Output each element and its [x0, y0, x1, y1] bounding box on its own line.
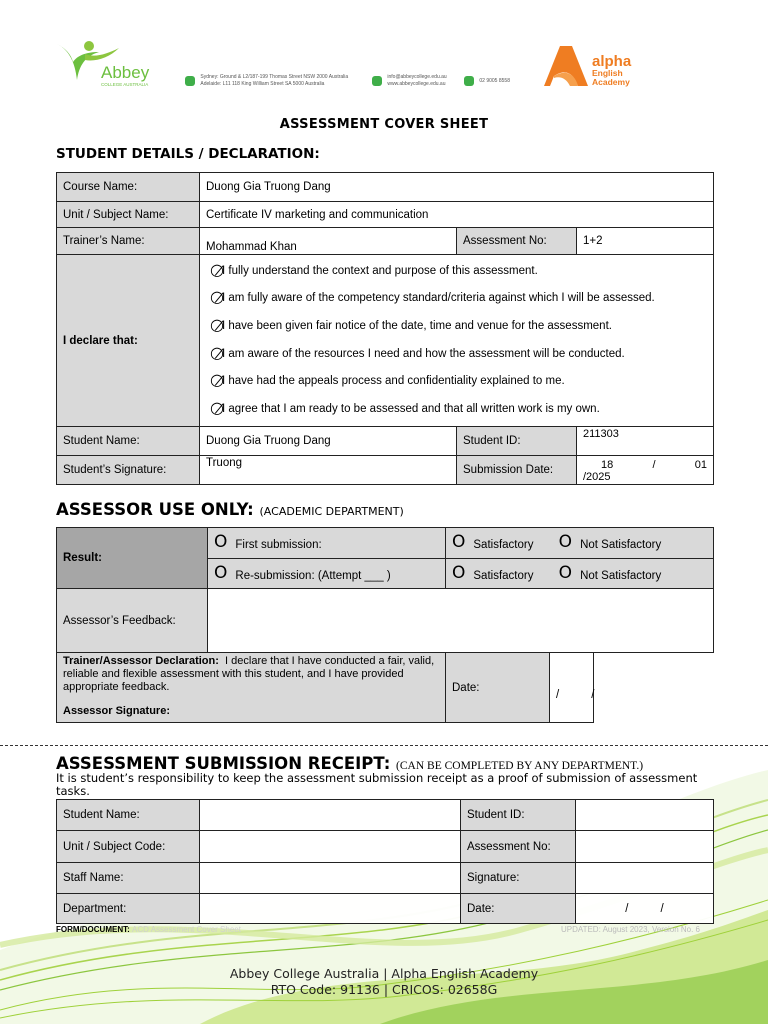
assessment-no-field[interactable]: 1+2	[577, 228, 714, 255]
declaration-item[interactable]: ○̷ I fully understand the context and purpose of this assessment.	[210, 259, 538, 279]
checked-circle-icon: ○̷	[210, 342, 224, 362]
footer-codes: RTO Code: 91136 | CRICOS: 02658G	[270, 982, 498, 997]
checked-circle-icon: ○̷	[210, 370, 224, 390]
assessment-no-label: Assessment No:	[457, 228, 577, 255]
student-signature-label: Student’s Signature:	[57, 456, 200, 485]
receipt-row	[57, 863, 714, 894]
receipt-date-field[interactable]: / /	[576, 894, 714, 924]
assessor-signature-label: Assessor Signature:	[63, 705, 170, 717]
student-signature-field[interactable]: Truong	[200, 456, 457, 485]
phone-block	[464, 76, 510, 86]
web-icon	[372, 76, 382, 86]
svg-text:Abbey: Abbey	[101, 63, 150, 82]
location-icon	[185, 76, 195, 86]
submission-day: 18	[601, 459, 614, 471]
unit-field[interactable]: Certificate IV marketing and communication	[200, 202, 714, 228]
checked-circle-icon: ○̷	[210, 287, 224, 307]
footer-institution: Abbey College Australia | Alpha English Academy	[229, 966, 539, 981]
alpha-english-academy-logo	[540, 42, 650, 92]
receipt-staff-name-field[interactable]	[200, 863, 461, 894]
email-text: info@abbeycollege.edu.au	[387, 74, 447, 80]
receipt-unit-code-label: Unit / Subject Code:	[57, 831, 200, 863]
receipt-row	[57, 800, 714, 831]
document-title: ASSESSMENT COVER SHEET	[279, 117, 489, 132]
receipt-student-id-label: Student ID:	[461, 800, 576, 831]
form-document-label: FORM/DOCUMENT: ACD Assessment Cover Sheet	[56, 925, 241, 934]
receipt-signature-label: Signature:	[461, 863, 576, 894]
declaration-cell	[200, 255, 714, 427]
website-text: www.abbeycollege.edu.au	[387, 81, 446, 87]
result-row-1	[57, 528, 714, 559]
svg-text:English: English	[592, 68, 623, 78]
receipt-unit-code-field[interactable]	[200, 831, 461, 863]
receipt-department-label: Department:	[57, 894, 200, 924]
receipt-table	[56, 799, 714, 924]
assessor-date-field[interactable]: / /	[550, 653, 594, 723]
receipt-department-field[interactable]	[200, 894, 461, 924]
assessor-declaration-cell	[57, 653, 446, 723]
student-name-field[interactable]: Duong Gia Truong Dang	[200, 427, 457, 456]
submission-month: 01	[694, 459, 707, 471]
checked-circle-icon: ○̷	[210, 397, 224, 417]
web-block	[372, 74, 447, 88]
assessor-date-label: Date:	[446, 653, 550, 723]
receipt-row	[57, 894, 714, 924]
declaration-list	[200, 258, 713, 424]
signature-row	[57, 456, 714, 485]
trainer-label: Trainer’s Name:	[57, 228, 200, 255]
trainer-field[interactable]: Mohammad Khan	[200, 228, 457, 255]
declaration-item[interactable]: ○̷ I agree that I am ready to be assessed and that all written work is my own.	[210, 397, 600, 417]
address-line-1: Sydney: Ground & L2/187-199 Thomas Street NSW 2000 Australia	[200, 74, 349, 80]
declaration-item[interactable]: ○̷ I am aware of the resources I need and how the assessment will be conducted.	[210, 342, 625, 362]
assessor-heading-sub: (ACADEMIC DEPARTMENT)	[259, 505, 404, 518]
svg-text:Academy: Academy	[592, 77, 630, 87]
assessor-declaration-row	[57, 653, 714, 723]
declaration-text: I declare that I have conducted a fair, valid, reliable and flexible assessment with this student, and I have provided appropriate feedback.	[63, 655, 435, 693]
declaration-item[interactable]: ○̷ I have been given fair notice of the date, time and venue for the assessment.	[210, 314, 612, 334]
checked-circle-icon: ○̷	[210, 314, 224, 334]
form-document-value: ACD Assessment Cover Sheet	[132, 925, 241, 934]
receipt-student-name-field[interactable]	[200, 800, 461, 831]
resubmission-result-cell: O Satisfactory O Not Satisfactory	[446, 559, 714, 589]
unit-row	[57, 202, 714, 228]
declare-label: I declare that:	[57, 255, 200, 427]
student-details-table	[56, 172, 714, 485]
submission-date-field[interactable]	[577, 456, 714, 485]
address-line-2: Adelaide: L11 118 King William Street SA 5000 Australia	[200, 81, 325, 87]
svg-text:alpha: alpha	[592, 53, 632, 70]
svg-text:COLLEGE AUSTRALIA: COLLEGE AUSTRALIA	[101, 82, 149, 87]
receipt-assessment-no-field[interactable]	[576, 831, 714, 863]
receipt-assessment-no-label: Assessment No:	[461, 831, 576, 863]
date-separator: /	[652, 459, 656, 471]
receipt-staff-name-label: Staff Name:	[57, 863, 200, 894]
feedback-field[interactable]	[208, 589, 714, 653]
first-submission-cell[interactable]: O First submission:	[208, 528, 446, 559]
assessor-table	[56, 527, 714, 723]
receipt-note: It is student’s responsibility to keep the assessment submission receipt as a proof of submission of assessment tasks.	[56, 771, 698, 798]
student-details-heading: STUDENT DETAILS / DECLARATION:	[56, 146, 320, 162]
feedback-row	[57, 589, 714, 653]
first-result-cell: O Satisfactory O Not Satisfactory	[446, 528, 714, 559]
receipt-date-label: Date:	[461, 894, 576, 924]
radio-circle-icon[interactable]: O	[558, 562, 573, 583]
declaration-row	[57, 255, 714, 427]
radio-circle-icon[interactable]: O	[452, 562, 466, 583]
declaration-item[interactable]: ○̷ I am fully aware of the competency standard/criteria against which I will be assessed.	[210, 287, 655, 307]
trainer-row	[57, 228, 714, 255]
student-name-label: Student Name:	[57, 427, 200, 456]
declaration-item[interactable]: ○̷ I have had the appeals process and confidentiality explained to me.	[210, 370, 565, 390]
radio-circle-icon[interactable]: O	[558, 532, 573, 552]
radio-circle-icon[interactable]: O	[214, 532, 228, 552]
abbey-college-logo	[55, 40, 165, 90]
phone-text: 02 9005 8558	[479, 77, 510, 84]
receipt-heading: ASSESSMENT SUBMISSION RECEIPT: (CAN BE COMPLETED BY ANY DEPARTMENT.)	[56, 754, 644, 773]
feedback-label: Assessor’s Feedback:	[57, 589, 208, 653]
phone-icon	[464, 76, 474, 86]
updated-version: UPDATED: August 2023, Version No. 6	[560, 925, 700, 934]
student-id-label: Student ID:	[457, 427, 577, 456]
unit-label: Unit / Subject Name:	[57, 202, 200, 228]
student-id-field[interactable]: 211303	[577, 427, 714, 456]
receipt-heading-sub: (CAN BE COMPLETED BY ANY DEPARTMENT.)	[396, 760, 644, 772]
page-header	[0, 0, 768, 110]
receipt-row	[57, 831, 714, 863]
checked-circle-icon: ○̷	[210, 259, 224, 279]
cut-line-divider	[0, 745, 768, 746]
course-field[interactable]: Duong Gia Truong Dang	[200, 173, 714, 202]
radio-circle-icon[interactable]: O	[452, 532, 466, 552]
radio-circle-icon[interactable]: O	[214, 562, 228, 583]
course-label: Course Name:	[57, 173, 200, 202]
address-block	[185, 74, 348, 88]
receipt-student-name-label: Student Name:	[57, 800, 200, 831]
submission-year: /2025	[583, 471, 611, 483]
course-row	[57, 173, 714, 202]
result-label: Result:	[57, 528, 208, 589]
resubmission-cell[interactable]: O Re-submission: (Attempt ___ )	[208, 559, 446, 589]
receipt-signature-field[interactable]	[576, 863, 714, 894]
student-name-row	[57, 427, 714, 456]
declaration-bold: Trainer/Assessor Declaration:	[63, 655, 219, 667]
assessor-heading: ASSESSOR USE ONLY: (ACADEMIC DEPARTMENT)	[56, 500, 404, 519]
receipt-student-id-field[interactable]	[576, 800, 714, 831]
submission-date-label: Submission Date:	[457, 456, 577, 485]
